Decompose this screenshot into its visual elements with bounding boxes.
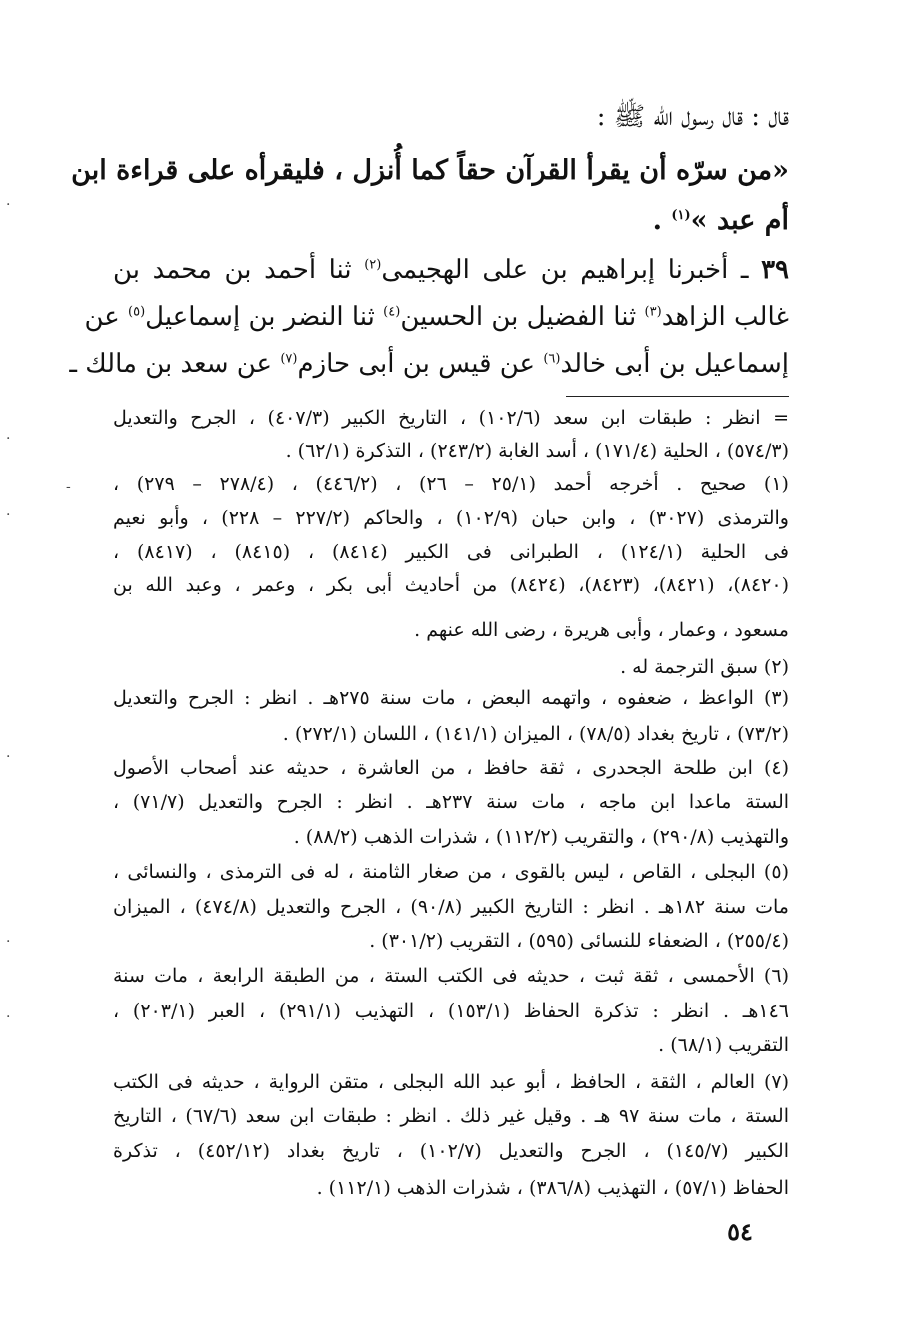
footnote-line: (١) صحيح . أخرجه أحمد (٢٥/١ – ٢٦) ، (٤٤٦/٢) ، (٢٧٨/٤ – ٢٧٩) ، xyxy=(113,473,789,495)
scan-speck: · xyxy=(6,749,11,765)
footnote-line: (٧) العالم ، الثقة ، الحافظ ، أبو عبد الله البجلى ، متقن الرواية ، حديثه فى الكتب xyxy=(113,1071,789,1093)
footnote-line: (٤) ابن طلحة الجحدرى ، ثقة حافظ ، من العاشرة ، حديثه عند أصحاب الأصول xyxy=(113,757,789,779)
hadith-text-2-end: . xyxy=(652,205,672,236)
footnote-ref-1: (١) xyxy=(671,208,691,223)
hadith-line-1 xyxy=(71,155,789,187)
footnote-line: = انظر : طبقات ابن سعد (١٠٢/٦) ، التاريخ الكبير (٤٠٧/٣) ، الجرح والتعديل xyxy=(113,407,789,429)
isnad-text-1a: ـ أخبرنا إبراهيم بن على الهجيمى xyxy=(381,255,762,285)
scan-speck: - xyxy=(66,479,71,495)
footnote-line: (٦) الأحمسى ، ثقة ثبت ، حديثه فى الكتب الستة ، من الطبقة الرابعة ، مات سنة xyxy=(113,965,789,987)
footnote-line: فى الحلية (١٢٤/١) ، الطبرانى فى الكبير (٨٤١٤) ، (٨٤١٥) ، (٨٤١٧) ، xyxy=(113,541,789,563)
isnad-text-3c: عن سعد بن مالك ـ xyxy=(69,349,281,379)
footnote-ref-5: (٥) xyxy=(128,304,146,320)
footnote-line: (٨٤٢٠)، (٨٤٢١)، (٨٤٢٣)، (٨٤٢٤) من أحاديث أبى بكر ، وعمر ، وعبد الله بن xyxy=(113,574,789,596)
isnad-text-3b: عن قيس بن أبى حازم xyxy=(297,349,544,379)
hadith-line-2 xyxy=(113,205,789,237)
footnote-line: (٥) البجلى ، القاص ، ليس بالقوى ، من صغار الثامنة ، له فى الترمذى ، والنسائى ، xyxy=(113,861,789,883)
footnote-line: (٧٣/٢) ، تاريخ بغداد (٧٨/٥) ، الميزان (١٤١/١) ، اللسان (٢٧٢/١) . xyxy=(282,723,789,745)
footnote-line: الكبير (١٤٥/٧) ، الجرح والتعديل (١٠٢/٧) ، تاريخ بغداد (٤٥٢/١٢) ، تذكرة xyxy=(113,1140,789,1162)
footnote-line: (٣) الواعظ ، ضعفوه ، واتهمه البعض ، مات سنة ٢٧٥هـ . انظر : الجرح والتعديل xyxy=(113,687,790,709)
isnad-text-3a: إسماعيل بن أبى خالد xyxy=(560,349,789,379)
footnote-line: مسعود ، وعمار ، وأبى هريرة ، رضى الله عنهم . xyxy=(414,619,789,641)
page-number: ٥٤ xyxy=(727,1217,753,1246)
footnote-ref-6: (٦) xyxy=(543,351,561,367)
isnad-text-2b: ثنا الفضيل بن الحسين xyxy=(400,302,645,332)
scan-speck: · xyxy=(6,431,11,447)
isnad-line-1 xyxy=(113,254,789,286)
footnote-line: التقريب (٦٨/١) . xyxy=(658,1034,789,1056)
footnote-line: الستة ، مات سنة ٩٧ هـ . وقيل غير ذلك . انظر : طبقات ابن سعد (٦٧/٦) ، التاريخ xyxy=(113,1105,789,1127)
scan-speck: · xyxy=(6,197,11,213)
scan-speck: · xyxy=(6,934,11,950)
isnad-line-2 xyxy=(84,301,789,333)
footnote-ref-2: (٢) xyxy=(364,257,382,273)
hadith-text-1: «من سرّه أن يقرأ القرآن حقاً كما أُنزل ، فليقرأه على قراءة ابن xyxy=(71,155,789,186)
isnad-text-1b: ثنا أحمد بن محمد بن xyxy=(113,255,365,285)
intro-text: قال : قال رسول الله ﷺ : xyxy=(596,102,789,132)
isnad-text-2d: عن xyxy=(84,302,129,332)
footnote-divider xyxy=(566,396,789,397)
hadith-text-2: أم عبد » xyxy=(690,205,789,236)
scan-speck: · xyxy=(6,507,11,523)
footnote-line: الحفاظ (٥٧/١) ، التهذيب (٣٨٦/٨) ، شذرات الذهب (١١٢/١) . xyxy=(316,1177,789,1199)
footnote-line: (٢٥٥/٤) ، الضعفاء للنسائى (٥٩٥) ، التقريب (٣٠١/٢) . xyxy=(369,930,789,952)
footnote-ref-7: (٧) xyxy=(280,351,298,367)
isnad-line-3 xyxy=(69,348,789,380)
scan-speck: · xyxy=(6,1009,11,1025)
isnad-text-2a: غالب الزاهد xyxy=(661,302,789,332)
footnote-line: (٥٧٤/٣) ، الحلية (١٧١/٤) ، أسد الغابة (٢٤٣/٢) ، التذكرة (٦٢/١) . xyxy=(285,440,789,462)
footnote-line: ١٤٦هـ . انظر : تذكرة الحفاظ (١٥٣/١) ، التهذيب (٢٩١/١) ، العبر (٢٠٣/١) ، xyxy=(113,1000,789,1022)
footnote-ref-4: (٤) xyxy=(383,304,401,320)
footnote-ref-3: (٣) xyxy=(644,304,662,320)
entry-number: ٣٩ xyxy=(761,255,790,285)
isnad-text-2c: ثنا النضر بن إسماعيل xyxy=(145,302,384,332)
intro-line xyxy=(113,101,789,133)
footnote-line: والترمذى (٣٠٢٧) ، وابن حبان (١٠٢/٩) ، والحاكم (٢٢٧/٢ – ٢٢٨) ، وأبو نعيم xyxy=(113,507,789,529)
footnote-line: الستة ماعدا ابن ماجه ، مات سنة ٢٣٧هـ . انظر : الجرح والتعديل (٧١/٧) ، xyxy=(113,791,790,813)
footnote-line: والتهذيب (٢٩٠/٨) ، والتقريب (١١٢/٢) ، شذرات الذهب (٨٨/٢) . xyxy=(293,826,789,848)
footnote-line: مات سنة ١٨٢هـ . انظر : التاريخ الكبير (٩٠/٨) ، الجرح والتعديل (٤٧٤/٨) ، الميزان xyxy=(113,896,789,918)
footnote-line: (٢) سبق الترجمة له . xyxy=(620,656,789,678)
